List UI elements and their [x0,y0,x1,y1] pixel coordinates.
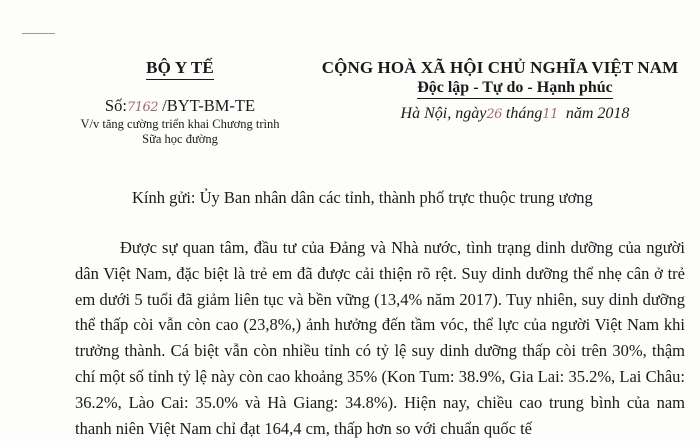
nation-title: CỘNG HOÀ XÃ HỘI CHỦ NGHĨA VIỆT NAM [321,58,679,77]
doc-number-handwritten: 7162 [126,100,159,115]
date-place: Hà Nội, ngày [400,105,487,122]
subject-line-1: V/v tăng cường triển khai Chương trình [80,117,280,131]
national-motto: Độc lập - Tự do - Hạnh phúc [417,78,613,99]
national-header [300,58,700,123]
doc-number-suffix: /BYT-BM-TE [158,96,256,115]
date-month-label: tháng [501,105,543,122]
recipient-line: Kính gửi: Ủy Ban nhân dân các tỉnh, thành phố trực thuộc trung ương [132,188,593,207]
document-number [60,97,300,117]
date-month: 11 [542,107,558,122]
body-paragraph: Được sự quan tâm, đầu tư của Đảng và Nhà nước, tình trạng dinh dưỡng của người dân Việt Nam, đặc biệt là trẻ em đã được cải thiện rõ rệt. Suy dinh dưỡng thể nhẹ cân ở trẻ em dưới 5 tuổi đã giảm liên tục và bền vững (13,4% năm 2017). Tuy nhiên, suy dinh dưỡng thể thấp còi vẫn còn cao (23,8%,) ảnh hưởng đến tầm vóc, thể lực của người Việt Nam khi trưởng thành. Cá biệt vẫn còn nhiều tỉnh có tỷ lệ suy dinh dưỡng thấp còi trên 30%, thậm chí một số tỉnh tỷ lệ này còn cao khoảng 35% (Kon Tum: 38.9%, Gia Lai: 35.2%, Lai Châu: 36.2%, Lào Cai: 35.0% và Hà Giang: 34.8%). Hiện nay, chiều cao trung bình của nam thanh niên Việt Nam chỉ đạt 164,4 cm, thấp hơn so với chuẩn quốc tế [75,238,685,438]
subject-line-2: Sữa học đường [142,132,218,146]
date-day: 26 [486,107,502,122]
document-date [330,105,700,123]
doc-number-prefix: Số: [104,96,127,115]
date-year: năm 2018 [557,105,630,122]
scan-mark [22,33,55,34]
issuer-block [60,58,300,147]
ministry-name: BỘ Y TẾ [146,58,214,80]
